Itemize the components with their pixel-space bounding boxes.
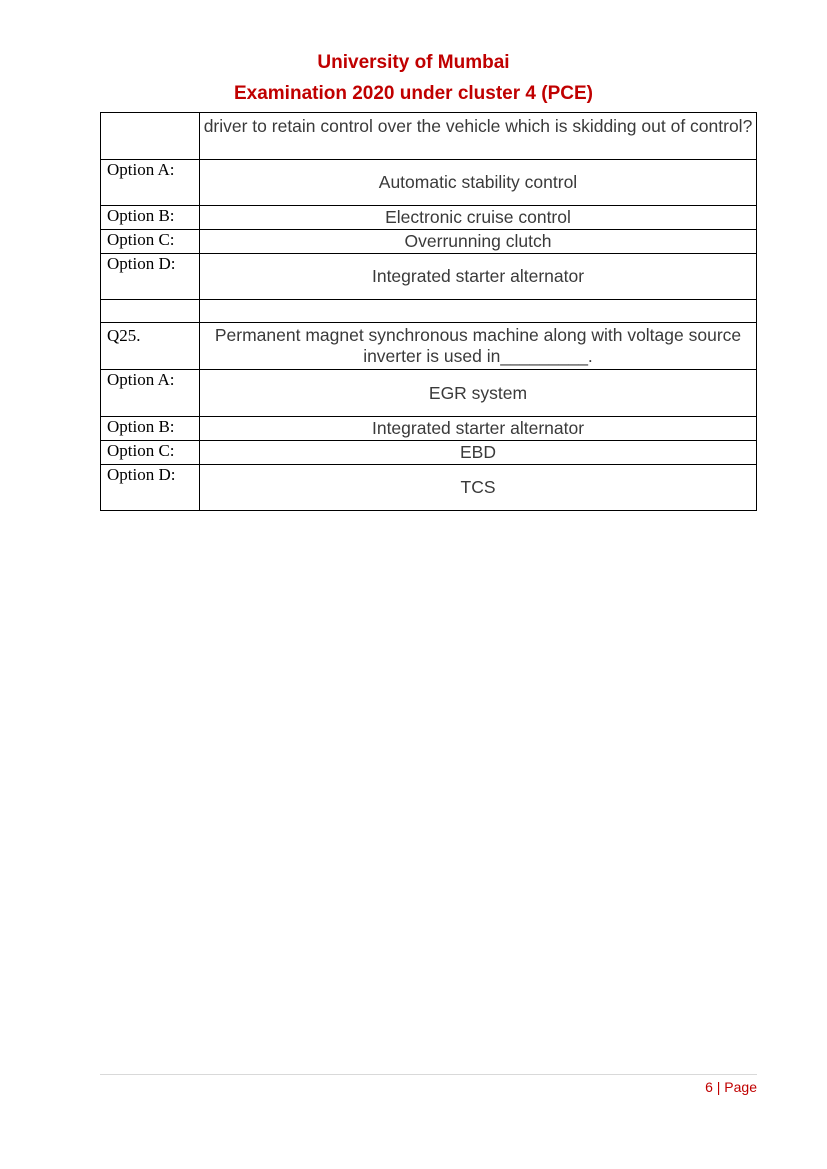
question-text: Permanent magnet synchronous machine along with voltage source inverter is used in_________. — [200, 323, 757, 370]
question-number: Q25. — [101, 323, 200, 370]
table-row — [101, 160, 757, 206]
page-label: Page — [724, 1079, 757, 1095]
university-title: University of Mumbai — [317, 52, 510, 73]
table-row — [101, 465, 757, 511]
table-row — [101, 206, 757, 230]
row-label — [101, 113, 200, 160]
table-row — [101, 113, 757, 160]
table-row — [101, 370, 757, 417]
option-b-text: Electronic cruise control — [200, 206, 757, 230]
option-c-text: Overrunning clutch — [200, 230, 757, 254]
option-c-text: EBD — [200, 441, 757, 465]
table-row — [101, 254, 757, 300]
option-a-label: Option A: — [101, 370, 200, 417]
exam-title: Examination 2020 under cluster 4 (PCE) — [233, 83, 593, 104]
option-d-text: Integrated starter alternator — [200, 254, 757, 300]
option-d-text: TCS — [200, 465, 757, 511]
option-d-label: Option D: — [101, 465, 200, 511]
option-b-label: Option B: — [101, 417, 200, 441]
option-b-label: Option B: — [101, 206, 200, 230]
blank-text — [200, 300, 757, 323]
question-text-continued: driver to retain control over the vehicle which is skidding out of control? — [200, 113, 757, 160]
option-a-label: Option A: — [101, 160, 200, 206]
option-c-label: Option C: — [101, 230, 200, 254]
table-row-blank — [101, 300, 757, 323]
footer-separator: | — [716, 1079, 721, 1095]
page-footer — [705, 1079, 757, 1095]
page-number: 6 — [705, 1079, 713, 1095]
option-a-text: EGR system — [200, 370, 757, 417]
footer-divider — [100, 1074, 757, 1075]
option-c-label: Option C: — [101, 441, 200, 465]
table-row — [101, 417, 757, 441]
option-a-text: Automatic stability control — [200, 160, 757, 206]
table-row — [101, 441, 757, 465]
table-row — [101, 323, 757, 370]
option-d-label: Option D: — [101, 254, 200, 300]
question-table — [100, 112, 757, 511]
option-b-text: Integrated starter alternator — [200, 417, 757, 441]
blank-label — [101, 300, 200, 323]
table-row — [101, 230, 757, 254]
